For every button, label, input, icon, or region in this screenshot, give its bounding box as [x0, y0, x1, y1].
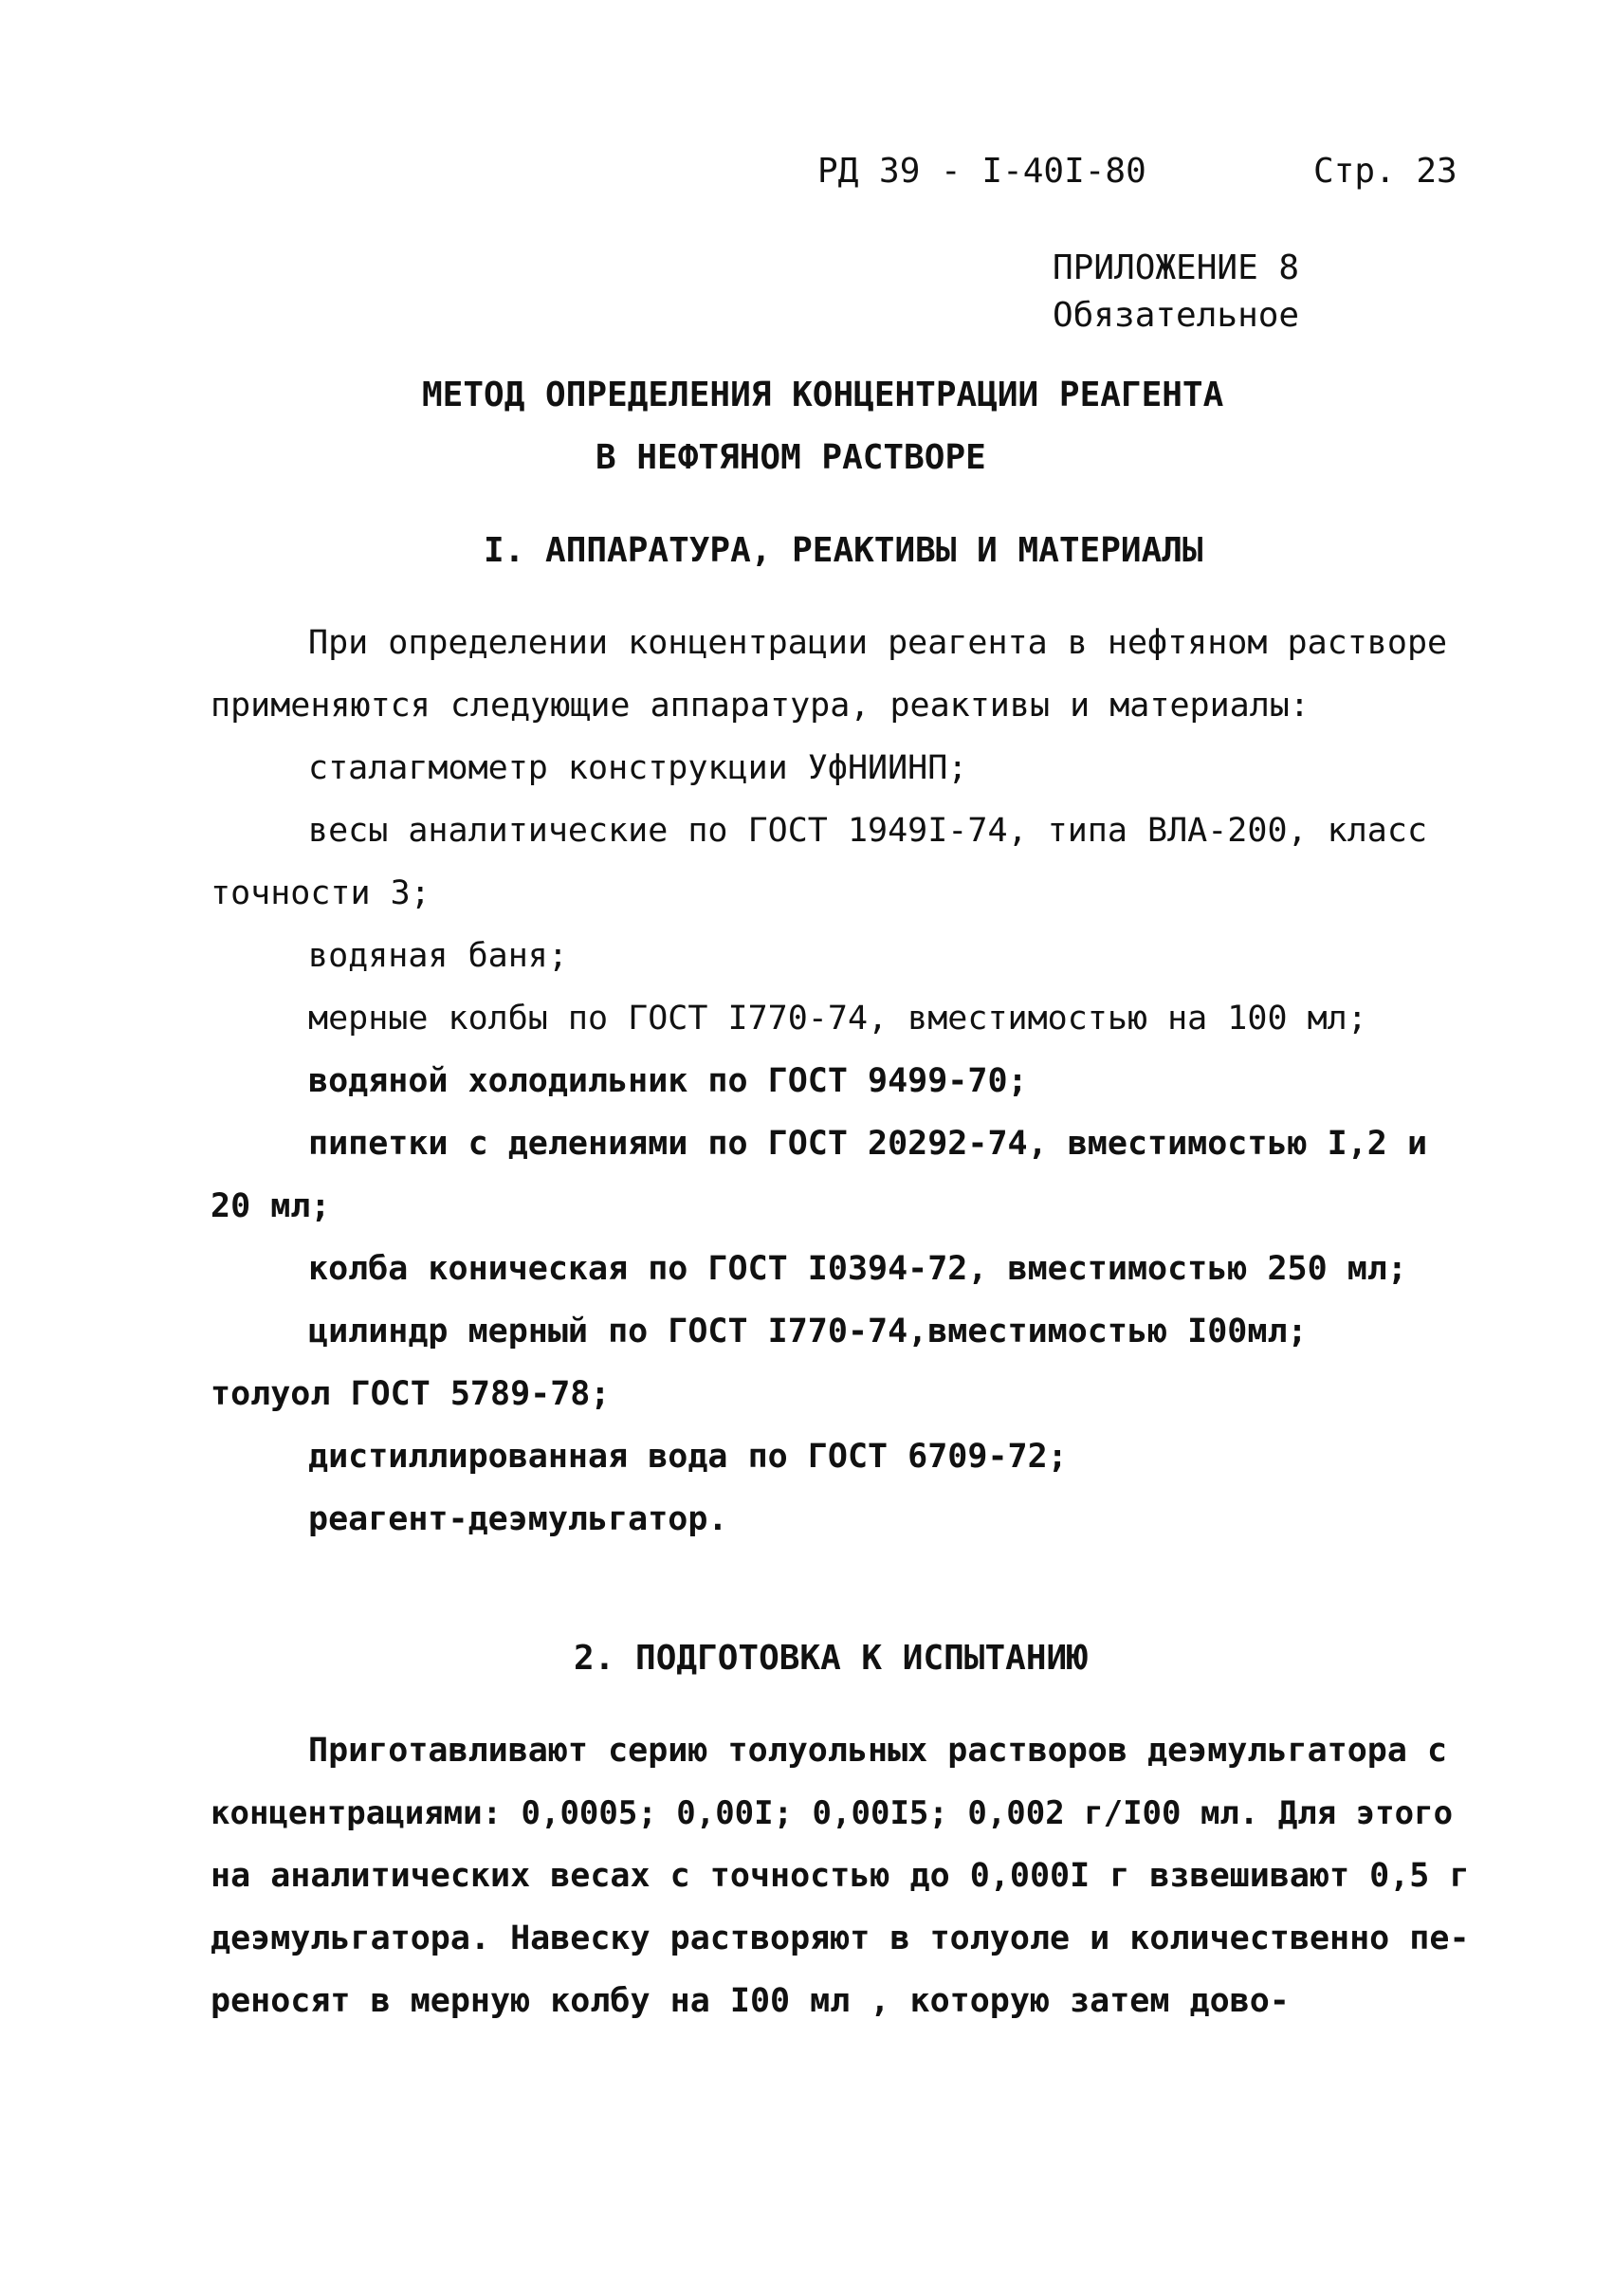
section-2-line: на аналитических весах с точностью до 0,000І г взвешивают 0,5 г: [211, 1857, 1470, 1895]
section-1-line: водяная баня;: [308, 937, 568, 975]
section-1-line: пипетки с делениями по ГОСТ 20292-74, вместимостью І,2 и: [308, 1125, 1428, 1163]
section-2-line: Приготавливают серию толуольных растворов деэмульгатора с: [308, 1732, 1448, 1770]
section-1-line: реагент-деэмульгатор.: [308, 1500, 728, 1538]
section-1-line: применяются следующие аппаратура, реактивы и материалы:: [211, 687, 1310, 725]
section-1-line: водяной холодильник по ГОСТ 9499-70;: [308, 1062, 1028, 1100]
section-1-line: весы аналитические по ГОСТ 1949І-74, типа ВЛА-200, класс: [308, 812, 1428, 850]
section-2-line: концентрациями: 0,0005; 0,00І; 0,00І5; 0,002 г/І00 мл. Для этого: [211, 1794, 1454, 1832]
section-2-line: реносят в мерную колбу на І00 мл , которую затем дово-: [211, 1982, 1290, 2020]
appendix-status: Обязательное: [1053, 296, 1300, 335]
section-1-line: толуол ГОСТ 5789-78;: [211, 1375, 611, 1413]
document-code: РД 39 - І-40І-80: [817, 152, 1146, 191]
section-1-line: мерные колбы по ГОСТ І770-74, вместимостью на 100 мл;: [308, 1000, 1367, 1038]
section-1-line: цилиндр мерный по ГОСТ І770-74,вместимостью І00мл;: [308, 1313, 1308, 1350]
section-2-line: деэмульгатора. Навеску растворяют в толуоле и количественно пе-: [211, 1919, 1470, 1957]
section-1-line: 20 мл;: [211, 1187, 331, 1225]
section-1-line: сталагмометр конструкции УфНИИНП;: [308, 749, 968, 787]
appendix-label: ПРИЛОЖЕНИЕ 8: [1053, 248, 1300, 287]
section-1-line: колба коническая по ГОСТ І0394-72, вместимостью 250 мл;: [308, 1250, 1407, 1288]
section-1-line: дистиллированная вода по ГОСТ 6709-72;: [308, 1438, 1068, 1476]
document-title-line-2: В НЕФТЯНОМ РАСТВОРЕ: [596, 438, 986, 477]
section-2-heading: 2. ПОДГОТОВКА К ИСПЫТАНИЮ: [574, 1639, 1088, 1678]
section-1-line: точности 3;: [211, 874, 431, 912]
page-number: Стр. 23: [1313, 152, 1457, 191]
section-1-line: При определении концентрации реагента в нефтяном растворе: [308, 624, 1448, 662]
section-1-heading: I. АППАРАТУРА, РЕАКТИВЫ И МАТЕРИАЛЫ: [484, 531, 1203, 570]
document-title-line-1: МЕТОД ОПРЕДЕЛЕНИЯ КОНЦЕНТРАЦИИ РЕАГЕНТА: [422, 376, 1224, 414]
